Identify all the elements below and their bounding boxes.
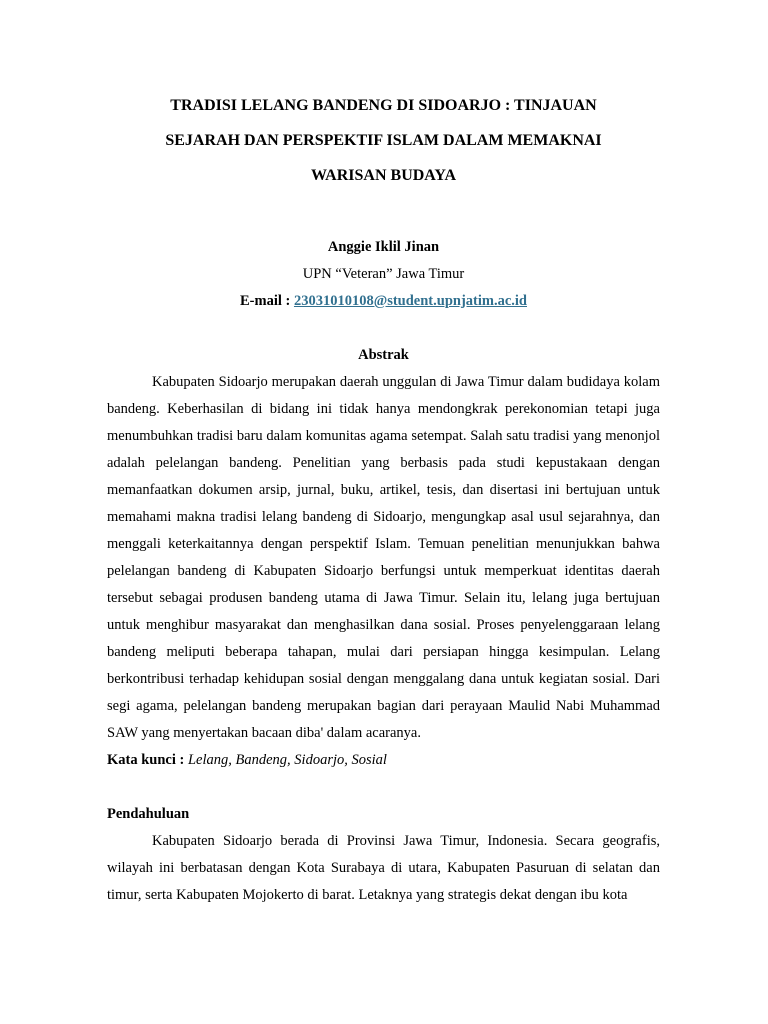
keywords-line — [107, 747, 660, 774]
introduction-heading: Pendahuluan — [107, 806, 190, 822]
introduction-text: Kabupaten Sidoarjo berada di Provinsi Jawa Timur, Indonesia. Secara geografis, wilayah ini berbatasan dengan Kota Surabaya di utara, Kabupaten Pasuruan di selatan dan timur, serta Kabupaten Mojokerto di barat. Letaknya yang strategis dekat dengan ibu kota — [107, 833, 660, 903]
paper-title — [107, 88, 660, 193]
email-line — [107, 288, 660, 315]
title-line-1: TRADISI LELANG BANDENG DI SIDOARJO : TINJAUAN — [170, 97, 597, 114]
email-label: E-mail : — [240, 293, 294, 309]
document-page — [107, 88, 660, 909]
abstract-heading: Abstrak — [358, 347, 409, 363]
author-block — [107, 234, 660, 315]
abstract-text: Kabupaten Sidoarjo merupakan daerah unggulan di Jawa Timur dalam budidaya kolam bandeng. Keberhasilan di bidang ini tidak hanya mendongkrak perekonomian tetapi juga menumbuhkan tradisi baru dalam komunitas agama setempat. Salah satu tradisi yang menonjol adalah pelelangan bandeng. Penelitian yang berbasis pada studi kepustakaan dengan memanfaatkan dokumen arsip, jurnal, buku, artikel, tesis, dan disertasi ini bertujuan untuk memahami makna tradisi lelang bandeng di Sidoarjo, mengungkap asal usul sejarahnya, dan menggali keterkaitannya dengan perspektif Islam. Temuan penelitian menunjukkan bahwa pelelangan bandeng di Kabupaten Sidoarjo berfungsi untuk memperkuat identitas daerah tersebut sebagai produsen bandeng utama di Jawa Timur. Selain itu, lelang juga bertujuan untuk menghibur masyarakat dan menghasilkan dana sosial. Proses penyelenggaraan lelang bandeng meliputi beberapa tahapan, mulai dari persiapan hingga kesimpulan. Lelang berkontribusi terhadap kehidupan sosial dengan menggalang dana untuk kegiatan sosial. Dari segi agama, pelelangan bandeng merupakan bagian dari perayaan Maulid Nabi Muhammad SAW yang menyertakan bacaan diba' dalam acaranya. — [107, 374, 660, 741]
keywords-label: Kata kunci : — [107, 752, 188, 768]
keywords-value: Lelang, Bandeng, Sidoarjo, Sosial — [187, 752, 387, 768]
email-link[interactable]: 23031010108@student.upnjatim.ac.id — [293, 293, 527, 309]
author-affiliation: UPN “Veteran” Jawa Timur — [302, 266, 465, 282]
title-line-3: WARISAN BUDAYA — [310, 167, 457, 184]
author-name: Anggie Iklil Jinan — [327, 239, 440, 255]
title-line-2: SEJARAH DAN PERSPEKTIF ISLAM DALAM MEMAKNAI — [165, 132, 602, 149]
